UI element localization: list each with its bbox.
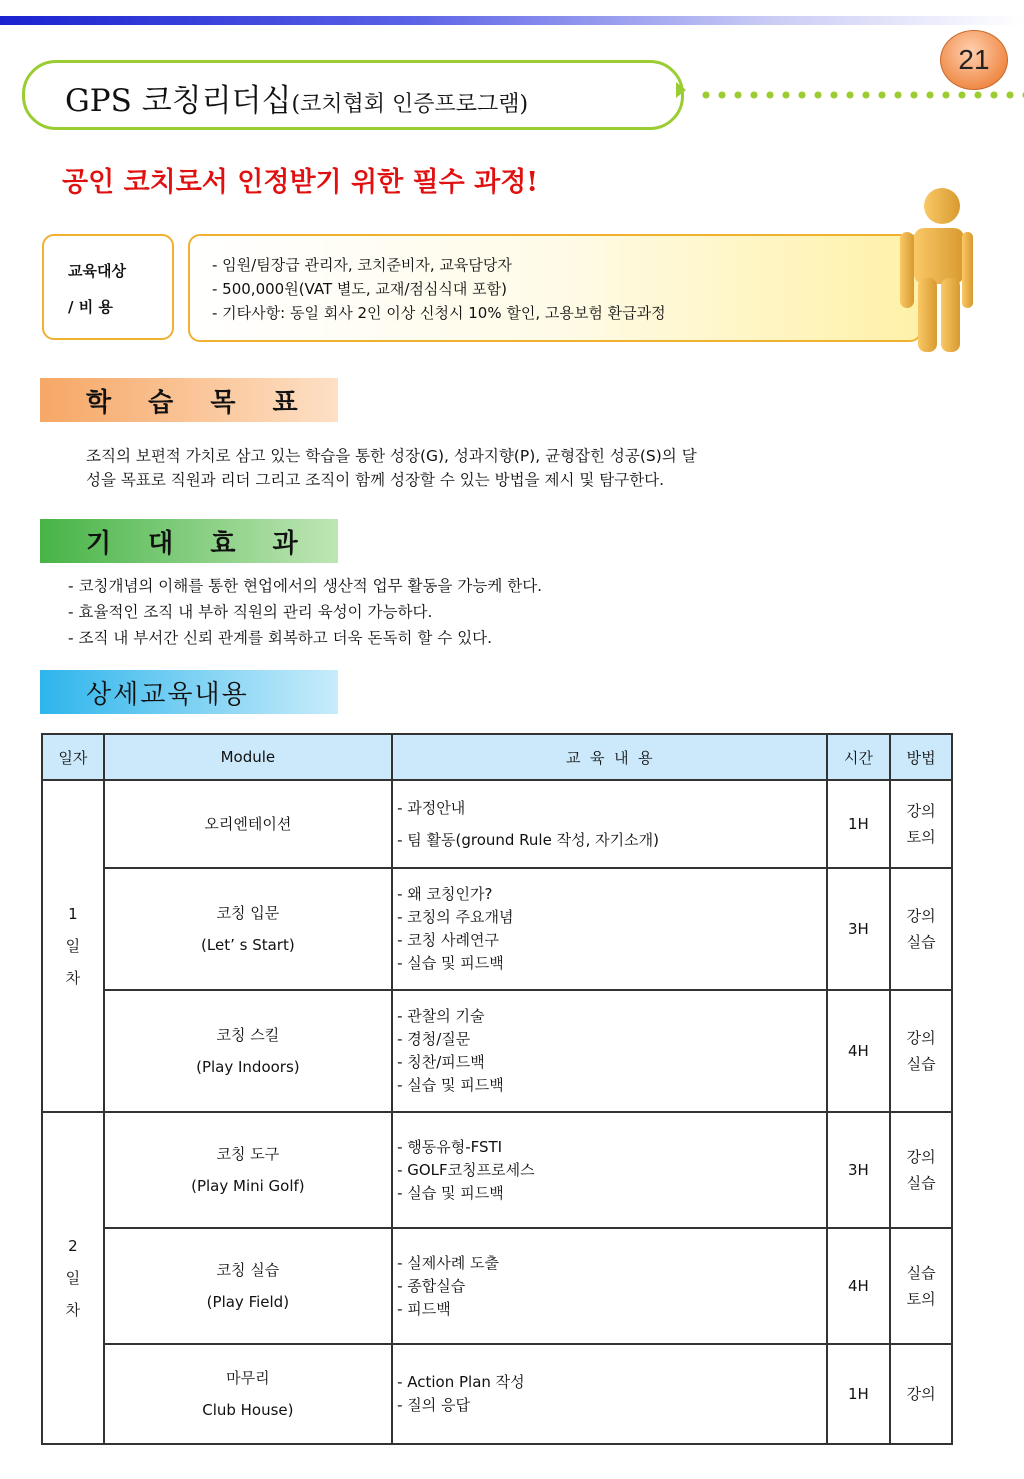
target-info-box (188, 234, 922, 342)
page-title (65, 75, 528, 120)
module-cell (104, 868, 392, 990)
content-item: - 경청/질문 (397, 1030, 471, 1048)
method-item: 토의 (906, 828, 936, 846)
content-item: - 과정안내 (397, 799, 466, 817)
detail-section-header (40, 670, 338, 714)
content-cell (392, 1228, 827, 1344)
header-time: 시간 (827, 734, 891, 780)
effect-item: - 코칭개념의 이해를 통한 현업에서의 생산적 업무 활동을 가능케 한다. (68, 577, 543, 595)
method-cell (890, 1228, 952, 1344)
method-cell (890, 1344, 952, 1444)
module-cell (104, 780, 392, 868)
module-name: 마무리 (226, 1369, 270, 1387)
method-item: 강의 (906, 1029, 936, 1047)
content-item: - Action Plan 작성 (397, 1373, 525, 1391)
content-item: - 칭찬/피드백 (397, 1053, 485, 1071)
goal-text: 조직의 보편적 가치로 삼고 있는 학습을 통한 성장(G), 성과지향(P), 균형잡힌 성공(S)의 달 (86, 447, 697, 465)
content-cell (392, 1112, 827, 1228)
module-name: 코칭 도구 (216, 1145, 280, 1163)
content-cell (392, 990, 827, 1112)
module-cell (104, 1228, 392, 1344)
module-subtitle: (Play Indoors) (196, 1058, 300, 1076)
module-subtitle: Club House) (202, 1401, 294, 1419)
target-line: - 500,000원(VAT 별도, 교재/점심식대 포함) (212, 280, 507, 298)
method-cell (890, 780, 952, 868)
table-row (42, 1228, 952, 1344)
content-item: - 실습 및 피드백 (397, 1076, 504, 1094)
method-item: 토의 (906, 1290, 936, 1308)
day-cell (42, 780, 104, 1112)
title-subtitle: (코치협회 인증프로그램) (291, 92, 529, 117)
title-main: GPS 코칭리더십 (65, 83, 292, 119)
method-item: 실습 (906, 1055, 936, 1073)
content-item: - 실습 및 피드백 (397, 954, 504, 972)
time-cell: 4H (827, 990, 891, 1112)
title-arrow-icon (676, 82, 686, 98)
time-cell: 1H (827, 1344, 891, 1444)
module-name: 오리엔테이션 (204, 815, 292, 833)
target-label-line1: 교육대상 (68, 262, 126, 280)
target-label-box (42, 234, 174, 340)
module-name: 코칭 실습 (216, 1261, 280, 1279)
method-cell (890, 990, 952, 1112)
content-item: - 종합실습 (397, 1276, 466, 1295)
time-cell: 1H (827, 780, 891, 868)
content-cell (392, 1344, 827, 1444)
table-row (42, 868, 952, 990)
header-method: 방법 (890, 734, 952, 780)
module-name: 코칭 입문 (216, 904, 280, 922)
day-char: 일 (65, 1269, 81, 1287)
page-number-badge: 21 (940, 30, 1008, 90)
method-item: 강의 (906, 1385, 936, 1403)
method-cell (890, 1112, 952, 1228)
module-subtitle: (Play Field) (206, 1293, 290, 1311)
target-line: - 임원/팀장급 관리자, 코치준비자, 교육담당자 (212, 256, 512, 274)
target-label-line2: / 비 용 (68, 298, 113, 316)
title-frame (22, 60, 684, 130)
table-header-row (42, 734, 952, 780)
person-icon (894, 186, 974, 356)
table-row (42, 1112, 952, 1228)
dotted-line (698, 90, 1024, 100)
effect-item: - 조직 내 부서간 신뢰 관계를 회복하고 더욱 돈독히 할 수 있다. (68, 629, 493, 647)
day-cell (42, 1112, 104, 1444)
day-number: 2 (68, 1237, 78, 1255)
goal-title: 학 습 목 표 (86, 388, 312, 418)
method-item: 강의 (906, 1148, 936, 1166)
method-item: 실습 (906, 1264, 936, 1282)
module-name: 코칭 스킬 (216, 1026, 280, 1044)
content-item: - 관찰의 기술 (397, 1007, 485, 1025)
content-cell (392, 868, 827, 990)
day-char: 일 (65, 937, 81, 955)
content-item: - 왜 코칭인가? (397, 885, 493, 903)
goal-section-header (40, 378, 338, 422)
top-gradient-bar (0, 16, 1024, 25)
header-day: 일자 (42, 734, 104, 780)
table-row (42, 1344, 952, 1444)
target-line: - 기타사항: 동일 회사 2인 이상 신청시 10% 할인, 고용보험 환급과정 (212, 304, 666, 322)
table-row (42, 780, 952, 868)
method-item: 실습 (906, 1174, 936, 1192)
content-item: - 질의 응답 (397, 1396, 470, 1414)
day-char: 차 (65, 969, 81, 987)
table-row (42, 990, 952, 1112)
content-item: - 팀 활동(ground Rule 작성, 자기소개) (397, 831, 659, 849)
content-item: - 실습 및 피드백 (397, 1183, 504, 1202)
content-item: - 코칭 사례연구 (397, 931, 499, 949)
schedule-table (41, 733, 953, 1445)
content-item: - 피드백 (397, 1299, 451, 1318)
method-item: 강의 (906, 907, 936, 925)
content-cell (392, 780, 827, 868)
effect-title: 기 대 효 과 (86, 529, 312, 559)
content-item: - 행동유형-FSTI (397, 1137, 503, 1156)
content-item: - 코칭의 주요개념 (397, 908, 514, 926)
module-subtitle: (Let’ s Start) (201, 936, 295, 954)
method-item: 실습 (906, 933, 936, 951)
detail-title: 상세교육내용 (86, 680, 249, 710)
module-subtitle: (Play Mini Golf) (191, 1177, 305, 1195)
method-cell (890, 868, 952, 990)
time-cell: 3H (827, 1112, 891, 1228)
time-cell: 4H (827, 1228, 891, 1344)
header-module: Module (104, 734, 392, 780)
day-number: 1 (68, 905, 78, 923)
module-cell (104, 1344, 392, 1444)
effect-section-header (40, 519, 338, 563)
goal-text: 성을 목표로 직원과 리더 그리고 조직이 함께 성장할 수 있는 방법을 제시 및 탐구한다. (86, 471, 665, 489)
module-cell (104, 1112, 392, 1228)
headline: 공인 코치로서 인정받기 위한 필수 과정! (62, 167, 539, 198)
header-content: 교 육 내 용 (392, 734, 827, 780)
method-item: 강의 (906, 802, 936, 820)
effect-item: - 효율적인 조직 내 부하 직원의 관리 육성이 가능하다. (68, 603, 433, 621)
content-item: - GOLF코칭프로세스 (397, 1160, 535, 1179)
content-item: - 실제사례 도출 (397, 1253, 499, 1272)
module-cell (104, 990, 392, 1112)
time-cell: 3H (827, 868, 891, 990)
day-char: 차 (65, 1301, 81, 1319)
